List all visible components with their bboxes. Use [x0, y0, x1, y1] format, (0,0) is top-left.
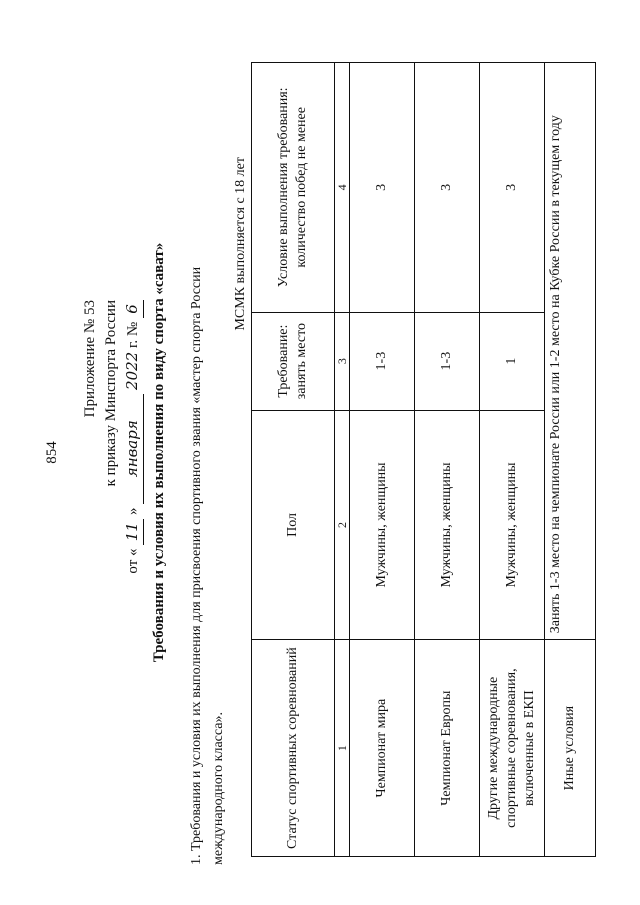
other-conditions-row	[545, 63, 596, 857]
row-wins: 3	[480, 63, 545, 313]
row-status: Чемпионат мира	[350, 640, 415, 857]
row-wins: 3	[350, 63, 415, 313]
column-number: 1	[335, 640, 350, 857]
row-gender: Мужчины, женщины	[480, 410, 545, 640]
table-header-row	[252, 63, 335, 857]
appendix-header	[80, 300, 144, 574]
handwritten-year: 2022	[123, 351, 141, 390]
intro-paragraph: 1. Требования и условия их выполнения для присвоения спортивного звания «мастер спорта России международного класса».	[189, 266, 226, 865]
age-note: МСМК выполняется с 18 лет	[233, 157, 248, 331]
header-wins: Условие выполнения требования: количество побед не менее	[252, 63, 335, 313]
column-number-row	[335, 63, 350, 857]
row-place: 1-3	[350, 312, 415, 410]
header-place: Требование: занять место	[252, 312, 335, 410]
requirements-table	[251, 62, 596, 857]
column-number: 4	[335, 63, 350, 313]
row-status: Чемпионат Европы	[415, 640, 480, 857]
other-conditions-text: Занять 1-3 место на чемпионате России или 1-2 место на Кубке России в текущем году	[545, 63, 596, 640]
header-status: Статус спортивных соревнований	[252, 640, 335, 857]
row-gender: Мужчины, женщины	[350, 410, 415, 640]
table-row	[415, 63, 480, 857]
other-conditions-label: Иные условия	[545, 640, 596, 857]
header-gender: Пол	[252, 410, 335, 640]
appendix-line1: Приложение № 53	[82, 300, 98, 418]
appendix-date-line	[122, 300, 144, 574]
appendix-line2: к приказу Минспорта России	[103, 300, 119, 487]
date-mid: »	[125, 507, 141, 515]
column-number: 3	[335, 312, 350, 410]
column-number: 2	[335, 410, 350, 640]
row-status: Другие международные спортивные соревнования, включенные в ЕКП	[480, 640, 545, 857]
date-prefix: от «	[125, 548, 141, 574]
document-title: Требования и условия их выполнения по виду спорта «сават»	[151, 242, 167, 663]
table-row	[350, 63, 415, 857]
table-row	[480, 63, 545, 857]
handwritten-month: января	[122, 394, 144, 504]
handwritten-order-number: 6	[122, 300, 144, 318]
handwritten-day: 11	[122, 519, 144, 545]
row-gender: Мужчины, женщины	[415, 410, 480, 640]
date-suffix: г. №	[125, 321, 141, 349]
row-place: 1-3	[415, 312, 480, 410]
page-number: 854	[44, 441, 60, 464]
row-place: 1	[480, 312, 545, 410]
row-wins: 3	[415, 63, 480, 313]
